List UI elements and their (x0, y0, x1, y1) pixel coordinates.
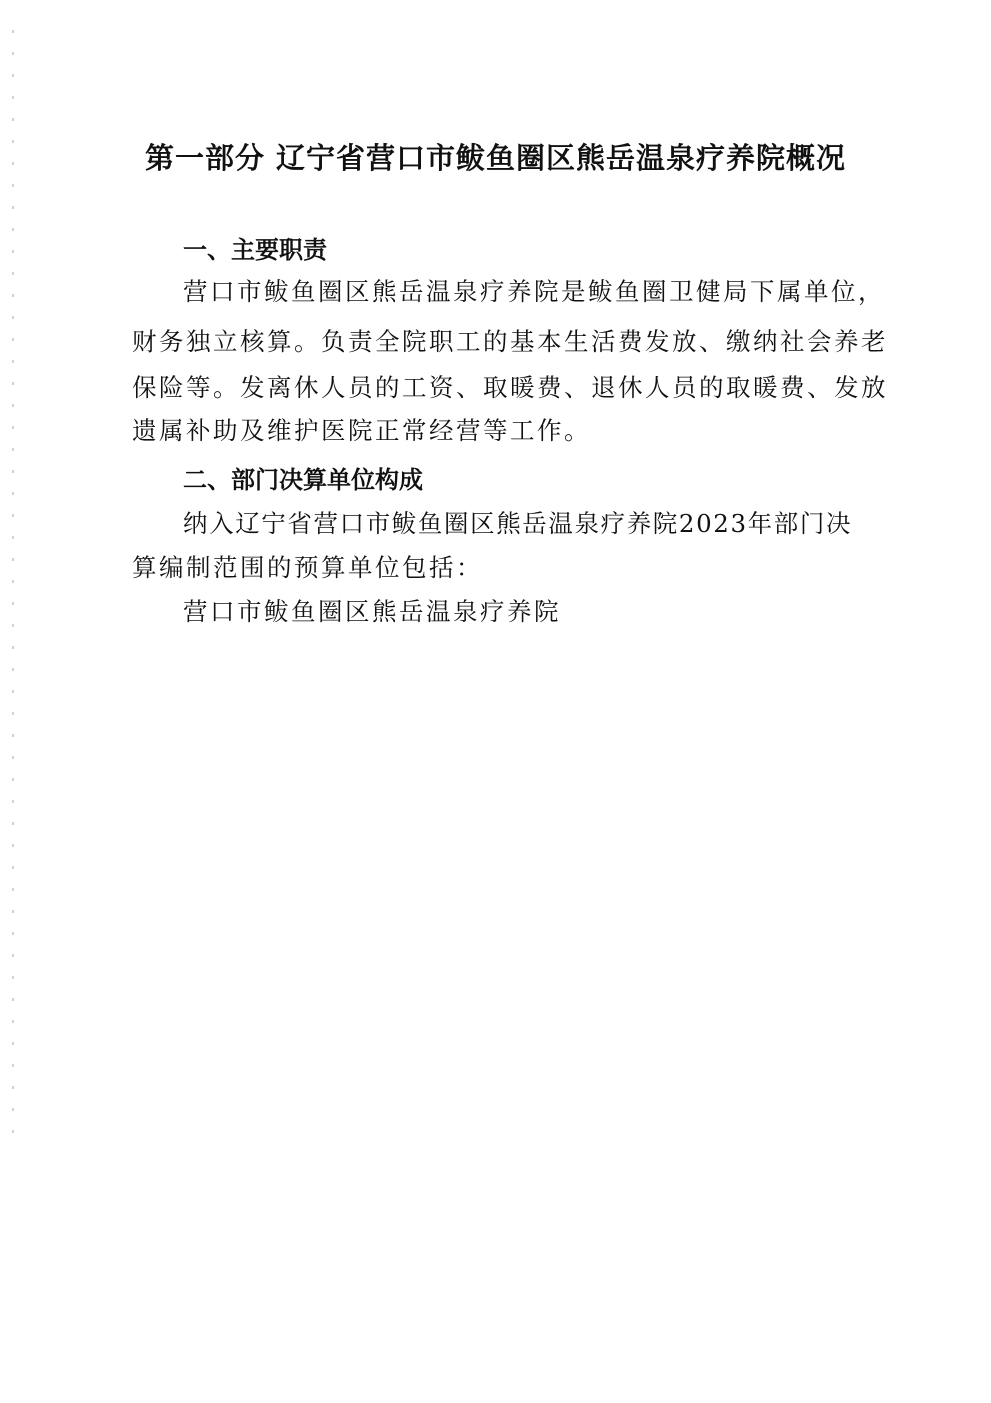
paragraph-line: 纳入辽宁省营口市鲅鱼圈区熊岳温泉疗养院2023年部门决 (183, 509, 853, 538)
paragraph-line: 财务独立核算。负责全院职工的基本生活费发放、缴纳社会养老 (132, 327, 888, 356)
paragraph-line: 保险等。发离休人员的工资、取暖费、退休人员的取暖费、发放 (132, 373, 888, 402)
scan-edge-artifact (12, 30, 14, 1150)
page-title: 第一部分 辽宁省营口市鲅鱼圈区熊岳温泉疗养院概况 (144, 141, 847, 175)
paragraph-line: 算编制范围的预算单位包括： (132, 553, 483, 582)
section-heading-unit-composition: 二、部门决算单位构成 (183, 466, 423, 494)
section-heading-main-duties: 一、主要职责 (183, 236, 327, 264)
budget-unit-name: 营口市鲅鱼圈区熊岳温泉疗养院 (183, 597, 561, 626)
paragraph-line: 营口市鲅鱼圈区熊岳温泉疗养院是鲅鱼圈卫健局下属单位， (183, 277, 885, 306)
paragraph-line: 遗属补助及维护医院正常经营等工作。 (132, 416, 591, 445)
